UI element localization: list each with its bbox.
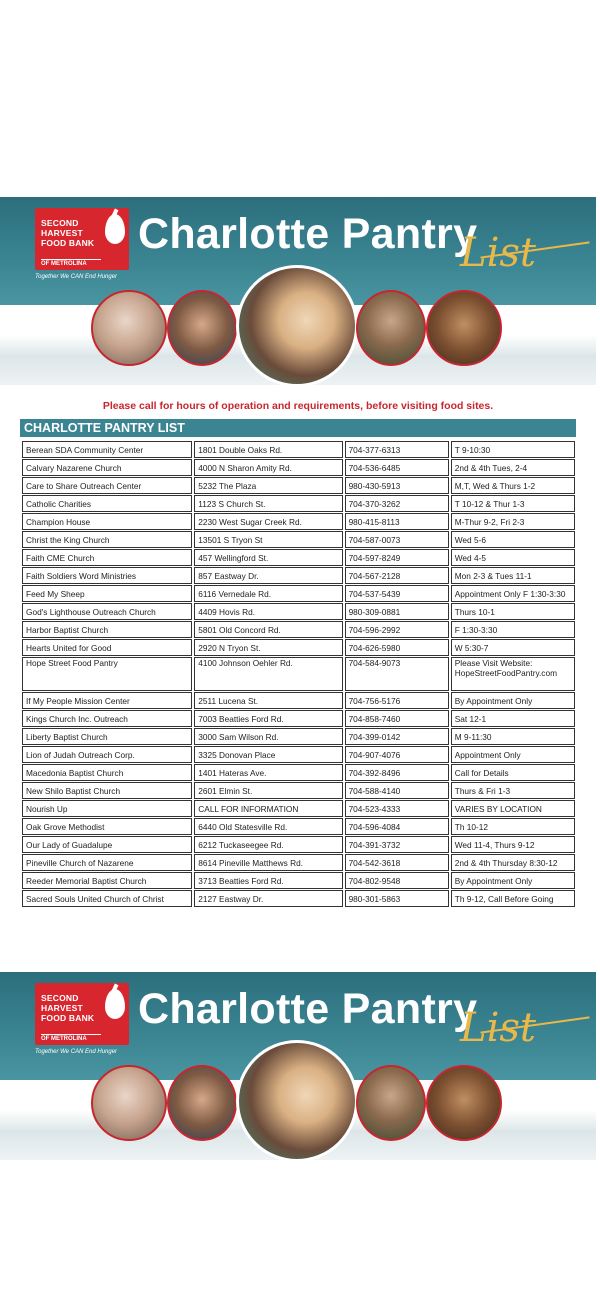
cell-phone: 704-588-4140 bbox=[345, 782, 449, 799]
cell-hours: Wed 5-6 bbox=[451, 531, 575, 548]
cell-address: 13501 S Tryon St bbox=[194, 531, 342, 548]
cell-name: Feed My Sheep bbox=[22, 585, 192, 602]
cell-phone: 704-858-7460 bbox=[345, 710, 449, 727]
logo-subtitle: OF METROLINA bbox=[41, 1034, 101, 1042]
cell-phone: 704-756-5176 bbox=[345, 692, 449, 709]
photo-children bbox=[236, 265, 358, 387]
cell-name: Berean SDA Community Center bbox=[22, 441, 192, 458]
table-row bbox=[22, 549, 575, 566]
cell-hours: Wed 4-5 bbox=[451, 549, 575, 566]
food-bank-logo bbox=[35, 983, 129, 1045]
title-script: List bbox=[460, 230, 536, 276]
cell-phone: 704-587-0073 bbox=[345, 531, 449, 548]
cell-address: 4100 Johnson Oehler Rd. bbox=[194, 657, 342, 691]
photo-veteran bbox=[356, 290, 426, 366]
cell-address: 6440 Old Statesville Rd. bbox=[194, 818, 342, 835]
cell-name: Lion of Judah Outreach Corp. bbox=[22, 746, 192, 763]
cell-phone: 704-523-4333 bbox=[345, 800, 449, 817]
cell-address: 3713 Beatties Ford Rd. bbox=[194, 872, 342, 889]
table-row bbox=[22, 513, 575, 530]
table-row bbox=[22, 657, 575, 691]
photo-mother-baby bbox=[167, 290, 237, 366]
cell-phone: 704-542-3618 bbox=[345, 854, 449, 871]
cell-hours: Sat 12-1 bbox=[451, 710, 575, 727]
cell-address: 2127 Eastway Dr. bbox=[194, 890, 342, 907]
table-row bbox=[22, 495, 575, 512]
cell-phone: 704-377-6313 bbox=[345, 441, 449, 458]
photo-grandmother-child bbox=[91, 290, 167, 366]
tagline: Together We CAN End Hunger bbox=[35, 274, 118, 280]
cell-hours: M 9-11:30 bbox=[451, 728, 575, 745]
logo-line: HARVEST bbox=[41, 228, 83, 238]
cell-name: Calvary Nazarene Church bbox=[22, 459, 192, 476]
table-row bbox=[22, 818, 575, 835]
cell-phone: 704-391-3732 bbox=[345, 836, 449, 853]
tagline: Together We CAN End Hunger bbox=[35, 1049, 118, 1055]
cell-address: 7003 Beatties Ford Rd. bbox=[194, 710, 342, 727]
cell-name: Harbor Baptist Church bbox=[22, 621, 192, 638]
photo-mother-baby bbox=[167, 1065, 237, 1141]
cell-phone: 980-309-0881 bbox=[345, 603, 449, 620]
cell-hours: 2nd & 4th Thursday 8:30-12 bbox=[451, 854, 575, 871]
cell-address: 857 Eastway Dr. bbox=[194, 567, 342, 584]
cell-hours: Th 10-12 bbox=[451, 818, 575, 835]
cell-name: Pineville Church of Nazarene bbox=[22, 854, 192, 871]
food-bank-logo bbox=[35, 208, 129, 270]
title-script: List bbox=[460, 1005, 536, 1051]
cell-hours: Please Visit Website: HopeStreetFoodPantry.com bbox=[451, 657, 575, 691]
cell-hours: Th 9-12, Call Before Going bbox=[451, 890, 575, 907]
cell-hours: M,T, Wed & Thurs 1-2 bbox=[451, 477, 575, 494]
cell-address: 1801 Double Oaks Rd. bbox=[194, 441, 342, 458]
photo-grandmother-child bbox=[91, 1065, 167, 1141]
photo-veteran bbox=[356, 1065, 426, 1141]
cell-name: Hope Street Food Pantry bbox=[22, 657, 192, 691]
cell-name: Reeder Memorial Baptist Church bbox=[22, 872, 192, 889]
notice-text: Please call for hours of operation and requirements, before visiting food sites. bbox=[102, 400, 494, 412]
pantry-table-body bbox=[22, 441, 575, 907]
cell-address: 1401 Hateras Ave. bbox=[194, 764, 342, 781]
logo-line: HARVEST bbox=[41, 1003, 83, 1013]
table-row bbox=[22, 692, 575, 709]
cell-phone: 980-301-5863 bbox=[345, 890, 449, 907]
cell-phone: 704-399-0142 bbox=[345, 728, 449, 745]
cell-address: 2511 Lucena St. bbox=[194, 692, 342, 709]
cell-address: 2920 N Tryon St. bbox=[194, 639, 342, 656]
cell-name: New Shilo Baptist Church bbox=[22, 782, 192, 799]
list-header: CHARLOTTE PANTRY LIST bbox=[20, 419, 576, 437]
cell-name: Oak Grove Methodist bbox=[22, 818, 192, 835]
cell-phone: 704-596-2992 bbox=[345, 621, 449, 638]
cell-name: Faith Soldiers Word Ministries bbox=[22, 567, 192, 584]
cell-phone: 704-392-8496 bbox=[345, 764, 449, 781]
cell-phone: 704-802-9548 bbox=[345, 872, 449, 889]
cell-hours: T 9-10:30 bbox=[451, 441, 575, 458]
cell-name: Catholic Charities bbox=[22, 495, 192, 512]
page-title: Charlotte Pantry bbox=[138, 985, 478, 1033]
cell-hours: Appointment Only F 1:30-3:30 bbox=[451, 585, 575, 602]
cell-name: Nourish Up bbox=[22, 800, 192, 817]
table-row bbox=[22, 764, 575, 781]
table-row bbox=[22, 603, 575, 620]
cell-phone: 704-907-4076 bbox=[345, 746, 449, 763]
cell-address: 3325 Donovan Place bbox=[194, 746, 342, 763]
cell-hours: Appointment Only bbox=[451, 746, 575, 763]
table-row bbox=[22, 639, 575, 656]
cell-address: 1123 S Church St. bbox=[194, 495, 342, 512]
cell-hours: T 10-12 & Thur 1-3 bbox=[451, 495, 575, 512]
table-row bbox=[22, 728, 575, 745]
cell-phone: 704-536-6485 bbox=[345, 459, 449, 476]
cell-name: If My People Mission Center bbox=[22, 692, 192, 709]
cell-name: Our Lady of Guadalupe bbox=[22, 836, 192, 853]
logo-subtitle: OF METROLINA bbox=[41, 259, 101, 267]
cell-address: 2230 West Sugar Creek Rd. bbox=[194, 513, 342, 530]
table-row bbox=[22, 621, 575, 638]
cell-hours: VARIES BY LOCATION bbox=[451, 800, 575, 817]
cell-phone: 704-584-9073 bbox=[345, 657, 449, 691]
cell-hours: M-Thur 9-2, Fri 2-3 bbox=[451, 513, 575, 530]
cell-name: Kings Church Inc. Outreach bbox=[22, 710, 192, 727]
cell-phone: 704-596-4084 bbox=[345, 818, 449, 835]
cell-hours: 2nd & 4th Tues, 2-4 bbox=[451, 459, 575, 476]
cell-hours: Thurs & Fri 1-3 bbox=[451, 782, 575, 799]
cell-address: 2601 Elmin St. bbox=[194, 782, 342, 799]
table-row bbox=[22, 854, 575, 871]
cell-name: Christ the King Church bbox=[22, 531, 192, 548]
cell-phone: 980-430-5913 bbox=[345, 477, 449, 494]
table-row bbox=[22, 746, 575, 763]
table-row bbox=[22, 567, 575, 584]
cell-address: CALL FOR INFORMATION bbox=[194, 800, 342, 817]
cell-address: 8614 Pineville Matthews Rd. bbox=[194, 854, 342, 871]
photo-children bbox=[236, 1040, 358, 1162]
cell-phone: 704-370-3262 bbox=[345, 495, 449, 512]
apple-icon bbox=[105, 989, 125, 1019]
pantry-table bbox=[20, 440, 577, 908]
pantry-flyer-repeat bbox=[0, 972, 596, 1187]
cell-hours: F 1:30-3:30 bbox=[451, 621, 575, 638]
cell-hours: W 5:30-7 bbox=[451, 639, 575, 656]
table-row bbox=[22, 890, 575, 907]
cell-address: 4409 Hovis Rd. bbox=[194, 603, 342, 620]
cell-hours: By Appointment Only bbox=[451, 692, 575, 709]
cell-hours: Thurs 10-1 bbox=[451, 603, 575, 620]
cell-address: 457 Wellingford St. bbox=[194, 549, 342, 566]
table-row bbox=[22, 441, 575, 458]
table-row bbox=[22, 477, 575, 494]
apple-icon bbox=[105, 214, 125, 244]
table-row bbox=[22, 531, 575, 548]
cell-address: 6212 Tuckaseegee Rd. bbox=[194, 836, 342, 853]
cell-hours: Call for Details bbox=[451, 764, 575, 781]
photo-dog bbox=[426, 290, 502, 366]
cell-phone: 704-626-5980 bbox=[345, 639, 449, 656]
logo-line: FOOD BANK bbox=[41, 1013, 95, 1023]
table-row bbox=[22, 872, 575, 889]
cell-phone: 704-537-5439 bbox=[345, 585, 449, 602]
cell-name: Sacred Souls United Church of Christ bbox=[22, 890, 192, 907]
cell-name: God's Lighthouse Outreach Church bbox=[22, 603, 192, 620]
table-row bbox=[22, 782, 575, 799]
table-row bbox=[22, 710, 575, 727]
table-row bbox=[22, 585, 575, 602]
cell-hours: By Appointment Only bbox=[451, 872, 575, 889]
cell-address: 5232 The Plaza bbox=[194, 477, 342, 494]
pantry-flyer bbox=[0, 197, 596, 967]
cell-address: 4000 N Sharon Amity Rd. bbox=[194, 459, 342, 476]
cell-phone: 704-567-2128 bbox=[345, 567, 449, 584]
cell-hours: Wed 11-4, Thurs 9-12 bbox=[451, 836, 575, 853]
cell-name: Liberty Baptist Church bbox=[22, 728, 192, 745]
cell-name: Macedonia Baptist Church bbox=[22, 764, 192, 781]
cell-name: Hearts United for Good bbox=[22, 639, 192, 656]
logo-line: FOOD BANK bbox=[41, 238, 95, 248]
photo-dog bbox=[426, 1065, 502, 1141]
cell-hours: Mon 2-3 & Tues 11-1 bbox=[451, 567, 575, 584]
logo-line: SECOND bbox=[41, 993, 79, 1003]
page-title: Charlotte Pantry bbox=[138, 210, 478, 258]
cell-name: Care to Share Outreach Center bbox=[22, 477, 192, 494]
cell-address: 5801 Old Concord Rd. bbox=[194, 621, 342, 638]
table-row bbox=[22, 836, 575, 853]
cell-name: Faith CME Church bbox=[22, 549, 192, 566]
cell-address: 6116 Vernedale Rd. bbox=[194, 585, 342, 602]
table-row bbox=[22, 459, 575, 476]
cell-name: Champion House bbox=[22, 513, 192, 530]
cell-address: 3000 Sam Wilson Rd. bbox=[194, 728, 342, 745]
cell-phone: 980-415-8113 bbox=[345, 513, 449, 530]
table-row bbox=[22, 800, 575, 817]
cell-phone: 704-597-8249 bbox=[345, 549, 449, 566]
logo-line: SECOND bbox=[41, 218, 79, 228]
